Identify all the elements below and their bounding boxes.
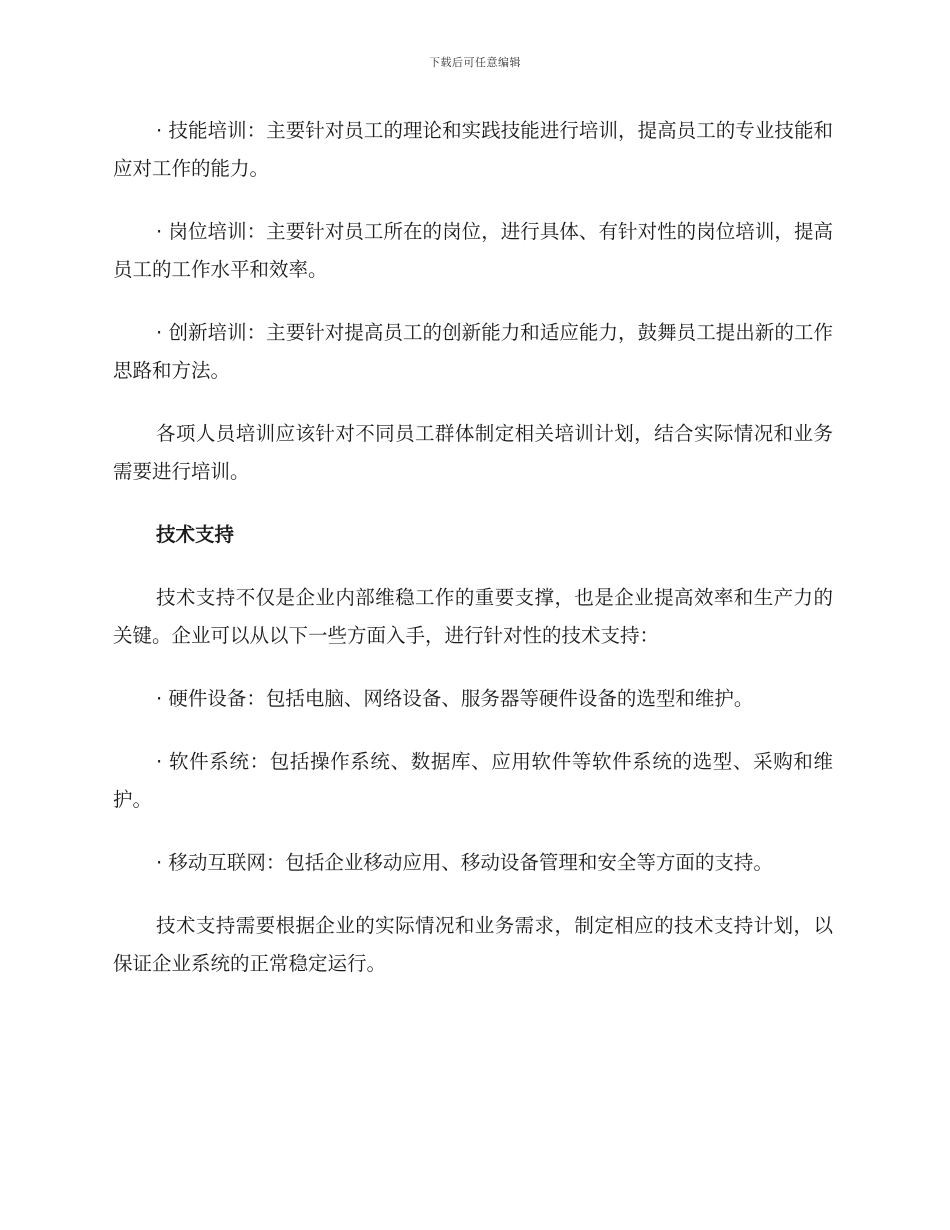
training-item-innovation: · 创新培训：主要针对提高员工的创新能力和适应能力，鼓舞员工提出新的工作思路和方法。	[113, 321, 833, 382]
tech-support-summary: 技术支持需要根据企业的实际情况和业务需求，制定相应的技术支持计划，以保证企业系统的正常稳定运行。	[113, 914, 833, 975]
page-header-note: 下载后可任意编辑	[429, 56, 521, 69]
paragraph-gap	[113, 289, 833, 314]
paragraph-gap	[113, 491, 833, 516]
paragraph-gap	[113, 655, 833, 680]
tech-item-software: · 软件系统：包括操作系统、数据库、应用软件等软件系统的选型、采购和维护。	[113, 750, 833, 811]
paragraph-gap	[113, 718, 833, 743]
paragraph-gap	[113, 390, 833, 415]
training-item-position: · 岗位培训：主要针对员工所在的岗位，进行具体、有针对性的岗位培训，提高员工的工作水平和效率。	[113, 220, 833, 281]
paragraph-gap	[113, 819, 833, 844]
section-heading-tech-support: 技术支持	[156, 523, 235, 546]
paragraph-gap	[113, 554, 833, 579]
document-body	[113, 112, 833, 983]
tech-item-hardware: · 硬件设备：包括电脑、网络设备、服务器等硬件设备的选型和维护。	[156, 687, 754, 710]
tech-item-mobile: · 移动互联网：包括企业移动应用、移动设备管理和安全等方面的支持。	[156, 851, 773, 874]
tech-support-intro: 技术支持不仅是企业内部维稳工作的重要支撑，也是企业提高效率和生产力的关键。企业可以从以下一些方面入手，进行针对性的技术支持：	[113, 586, 833, 647]
paragraph-gap	[113, 882, 833, 907]
training-item-skill: · 技能培训：主要针对员工的理论和实践技能进行培训，提高员工的专业技能和应对工作的能力。	[113, 119, 833, 180]
training-summary: 各项人员培训应该针对不同员工群体制定相关培训计划，结合实际情况和业务需要进行培训。	[113, 422, 833, 483]
paragraph-gap	[113, 188, 833, 213]
